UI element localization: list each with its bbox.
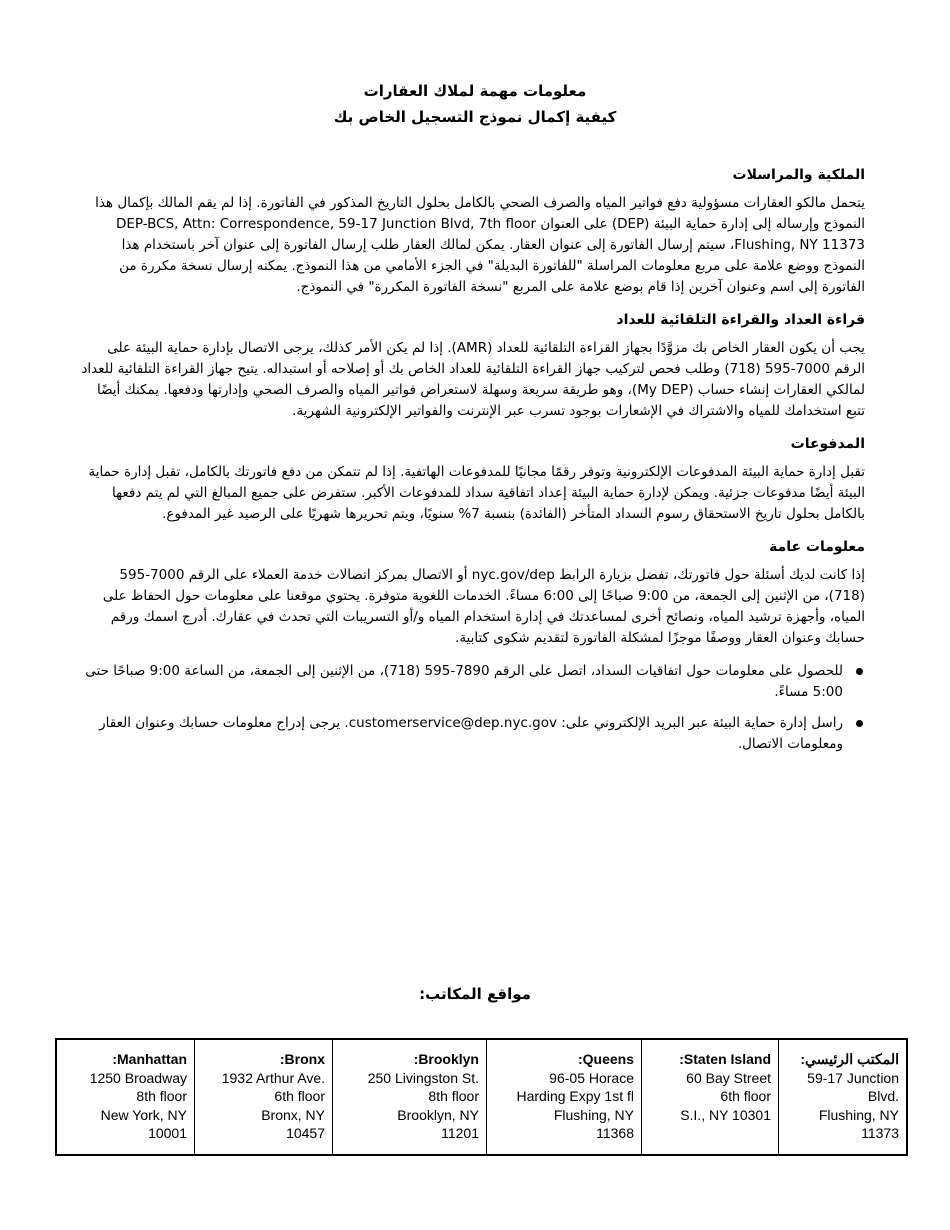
- office-address-line: Brooklyn, NY: [397, 1106, 479, 1123]
- office-address-line: Flushing, NY: [818, 1106, 899, 1123]
- office-manhattan: [57, 1040, 194, 1154]
- office-name: Brooklyn:: [413, 1051, 479, 1067]
- section-meter-reading: [80, 310, 865, 422]
- section-heading: الملكية والمراسلات: [732, 167, 865, 183]
- contact-bullet-list: [80, 661, 865, 755]
- section-heading: قراءة العداد والقراءة التلقائية للعداد: [616, 312, 865, 328]
- office-address-line: 250 Livingston St.: [367, 1069, 479, 1086]
- office-name: Staten Island:: [679, 1051, 771, 1067]
- office-name: Queens:: [577, 1051, 634, 1067]
- document-subtitle: كيفية إكمال نموذج التسجيل الخاص بك: [333, 108, 617, 126]
- office-name: Bronx:: [279, 1051, 325, 1067]
- offices-title: مواقع المكاتب:: [419, 985, 531, 1003]
- office-address-line: 59-17 Junction: [807, 1069, 899, 1086]
- section-payments: [80, 434, 865, 525]
- office-address-line: Bronx, NY: [261, 1106, 325, 1123]
- bullet-dot-icon: [856, 720, 863, 727]
- bullet-dot-icon: [856, 668, 863, 675]
- section-paragraph: يتحمل مالكو العقارات مسؤولية دفع فواتير المياه والصرف الصحي بالكامل بحلول التاريخ المذكور في الفاتورة. إذا لم يقم المالك بإكمال هذا النموذج وإرساله إلى إدارة حماية البيئة (DEP) على العنوان DEP-BCS, Attn: Correspondence, 59-17 Junction Blvd, 7th floor Flushing, NY 11373، سيتم إرسال الفاتورة إلى عنوان العقار. يمكن لمالك العقار طلب إرسال الفاتورة إلى عنوان آخر باستخدام هذا النموذج ووضع علامة على مربع معلومات المراسلة "للفاتورة البديلة" في الجزء الأمامي من هذا النموذج. يمكنه إرسال نسخة مكررة من الفاتورة إلى اسم وعنوان آخرين إذا قام بوضع علامة على المربع "نسخة الفاتورة المكررة" في النموذج.: [95, 195, 865, 295]
- office-address-line: 6th floor: [274, 1088, 325, 1104]
- office-name: المكتب الرئيسي:: [800, 1051, 899, 1067]
- document-title: معلومات مهمة لملاك العقارات: [363, 82, 587, 100]
- office-address-line: Flushing, NY: [553, 1106, 634, 1123]
- section-heading: المدفوعات: [790, 436, 865, 452]
- office-address-line: Harding Expy 1st fl: [516, 1088, 634, 1104]
- bullet-email-contact: [80, 713, 865, 755]
- section-paragraph: تقبل إدارة حماية البيئة المدفوعات الإلكترونية وتوفر رقمًا مجانيًا للمدفوعات الهاتفية. إذا لم تتمكن من دفع فاتورتك بالكامل، تقبل إدارة حماية البيئة أيضًا مدفوعات جزئية. ويمكن لإدارة حماية البيئة إعداد اتفاقية سداد للمدفوعات الأكبر. ستفرض على جميع المبالغ التي لم يتم دفعها بالكامل بحلول تاريخ الاستحقاق رسوم السداد المتأخر (الفائدة) بنسبة 7% سنويًا، ويتم تحريرها شهريًا على الرصيد غير المدفوع.: [88, 464, 865, 522]
- document-body: [80, 165, 865, 765]
- office-address-line: 96-05 Horace: [549, 1069, 634, 1086]
- section-heading: معلومات عامة: [769, 539, 865, 555]
- office-address-line: 11368: [596, 1125, 634, 1141]
- office-address-line: 10457: [286, 1125, 325, 1141]
- section-paragraph: إذا كانت لديك أسئلة حول فاتورتك، تفضل بزيارة الرابط nyc.gov/dep أو الاتصال بمركز اتصالات خدمة العملاء على الرقم 7000-595 (718)، من الإثنين إلى الجمعة، من 9:00 صباحًا إلى 6:00 مساءً. الخدمات اللغوية متوفرة. يحتوي موقعنا على معلومات حول الحفاظ على المياه، وأجهزة ترشيد المياه، ونصائح أخرى لمساعدتك في إدارة استخدام المياه و/أو التسريبات التي تحدث في عقارك. أدرج اسمك ورقم حسابك وعنوان العقار ووصفًا موجزًا لمشكلة الفاتورة لتقديم شكوى كتابية.: [102, 567, 865, 646]
- office-address-line: New York, NY: [100, 1106, 187, 1123]
- office-address-line: 11373: [861, 1125, 899, 1141]
- office-bronx: [194, 1040, 332, 1154]
- office-queens: [486, 1040, 641, 1154]
- office-staten-island: [641, 1040, 778, 1154]
- office-address-line: 6th floor: [720, 1088, 771, 1104]
- office-address-line: 60 Bay Street: [686, 1069, 771, 1086]
- office-brooklyn: [332, 1040, 486, 1154]
- bullet-payment-agreements: [80, 661, 865, 703]
- bullet-text: راسل إدارة حماية البيئة عبر البريد الإلكتروني على: customerservice@dep.nyc.gov. يرجى إدراج معلومات حسابك وعنوان العقار ومعلومات الاتصال.: [99, 715, 843, 752]
- office-address-line: Blvd.: [867, 1088, 899, 1104]
- section-paragraph: يجب أن يكون العقار الخاص بك مزوَّدًا بجهاز القراءة التلقائية للعداد (AMR). إذا لم يكن الأمر كذلك، يرجى الاتصال بإدارة حماية البيئة على الرقم 7000-595 (718) وطلب فحص لتركيب جهاز القراءة التلقائية للعداد الخاص بك أو إصلاحه أو استبداله. يتيح جهاز القراءة التلقائية للعداد لمالكي العقارات إنشاء حساب (My DEP)، وهو طريقة سريعة وسهلة لاستعراض فواتير المياه والصرف الصحي وإدارتها ودفعها. يمكنك أيضًا تتبع استخدامك للمياه والاشتراك في الإشعارات بوجود تسرب عبر الإنترنت والفواتير الإلكترونية الشهرية.: [81, 340, 865, 419]
- offices-table: [55, 1038, 908, 1156]
- office-address-line: 10001: [148, 1125, 187, 1141]
- section-general-info: [80, 537, 865, 649]
- bullet-text: للحصول على معلومات حول اتفاقيات السداد، اتصل على الرقم 7890-595 (718)، من الإثنين إلى الجمعة، من الساعة 9:00 صباحًا حتى 5:00 مساءً.: [85, 663, 843, 700]
- office-address-line: 1250 Broadway: [89, 1069, 187, 1086]
- office-address-line: 8th floor: [428, 1088, 479, 1104]
- office-address-line: S.I., NY 10301: [680, 1106, 771, 1123]
- document-header: [0, 78, 950, 130]
- office-main: [778, 1040, 906, 1154]
- office-address-line: 1932 Arthur Ave.: [221, 1069, 325, 1086]
- office-address-line: 8th floor: [136, 1088, 187, 1104]
- office-name: Manhattan:: [112, 1051, 187, 1067]
- section-ownership: [80, 165, 865, 298]
- office-address-line: 11201: [441, 1125, 479, 1141]
